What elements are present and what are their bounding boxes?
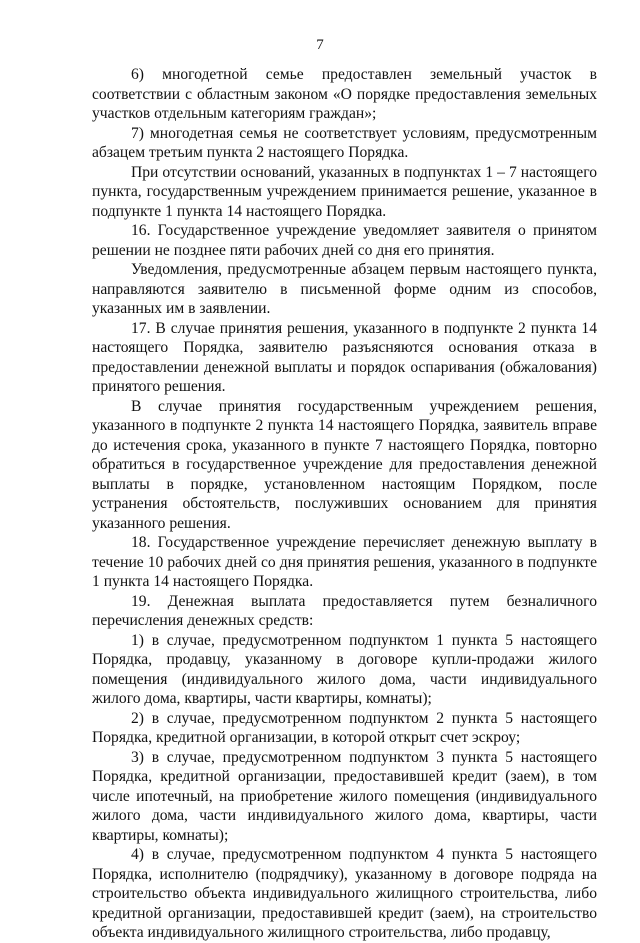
paragraph-subitem-3: 3) в случае, предусмотренном подпунктом 3 пункта 5 настоящего Порядка, кредитной организации, предоставившей кредит (заем), в том числе ипотечный, на приобретение жилого помещения (индивидуального жилого дома, части индивидуального жилого дома, квартиры, части квартиры, комнаты); [92, 748, 597, 844]
paragraph-subitem-1: 1) в случае, предусмотренном подпунктом 1 пункта 5 настоящего Порядка, продавцу, указанному в договоре купли-продажи жилого помещения (индивидуального жилого дома, части индивидуального жилого дома, квартиры, части квартиры, комнаты); [92, 631, 597, 707]
page-number: 7 [316, 37, 324, 53]
document-body [92, 65, 597, 943]
paragraph-item-7-conditions: 7) многодетная семья не соответствует условиям, предусмотренным абзацем третьим пункта 2 настоящего Порядка. [92, 124, 597, 161]
paragraph-section-18: 18. Государственное учреждение перечисляет денежную выплату в течение 10 рабочих дней со дня принятия решения, указанного в подпункте 1 пункта 14 настоящего Порядка. [92, 534, 597, 590]
paragraph-notifications: Уведомления, предусмотренные абзацем первым настоящего пункта, направляются заявителю в письменной форме одним из способов, указанных им в заявлении. [92, 261, 597, 317]
paragraph-absence-of-grounds: При отсутствии оснований, указанных в подпунктах 1 – 7 настоящего пункта, государственным учреждением принимается решение, указанное в подпункте 1 пункта 14 настоящего Порядка. [92, 163, 597, 220]
paragraph-subitem-2: 2) в случае, предусмотренном подпунктом 2 пункта 5 настоящего Порядка, кредитной организации, в которой открыт счет эскроу; [92, 709, 597, 746]
paragraph-subitem-4: 4) в случае, предусмотренном подпунктом 4 пункта 5 настоящего Порядка, исполнителю (подрядчику), указанному в договоре подряда на строительство объекта индивидуального жилищного строительства, либо кредитной организации, предоставившей кредит (заем), на строительство объекта индивидуального жилищного строительства, либо продавцу, [92, 846, 597, 941]
paragraph-section-16: 16. Государственное учреждение уведомляет заявителя о принятом решении не позднее пяти рабочих дней со дня его принятия. [92, 222, 597, 259]
paragraph-repeat-application: В случае принятия государственным учреждением решения, указанного в подпункте 2 пункта 14 настоящего Порядка, заявитель вправе до истечения срока, указанного в пункте 7 настоящего Порядка, повторно обратиться в государственное учреждение для предоставления денежной выплаты в порядке, установленном настоящим Порядком, после устранения обстоятельств, послуживших основанием для принятия указанного решения. [92, 397, 597, 532]
paragraph-section-19: 19. Денежная выплата предоставляется путем безналичного перечисления денежных средств: [92, 592, 597, 629]
paragraph-item-6-land-plot: 6) многодетной семье предоставлен земельный участок в соответствии с областным законом «О порядке предоставления земельных участков отдельным категориям граждан»; [92, 66, 597, 122]
paragraph-section-17: 17. В случае принятия решения, указанного в подпункте 2 пункта 14 настоящего Порядка, заявителю разъясняются основания отказа в предоставлении денежной выплаты и порядок оспаривания (обжалования) принятого решения. [92, 319, 597, 395]
